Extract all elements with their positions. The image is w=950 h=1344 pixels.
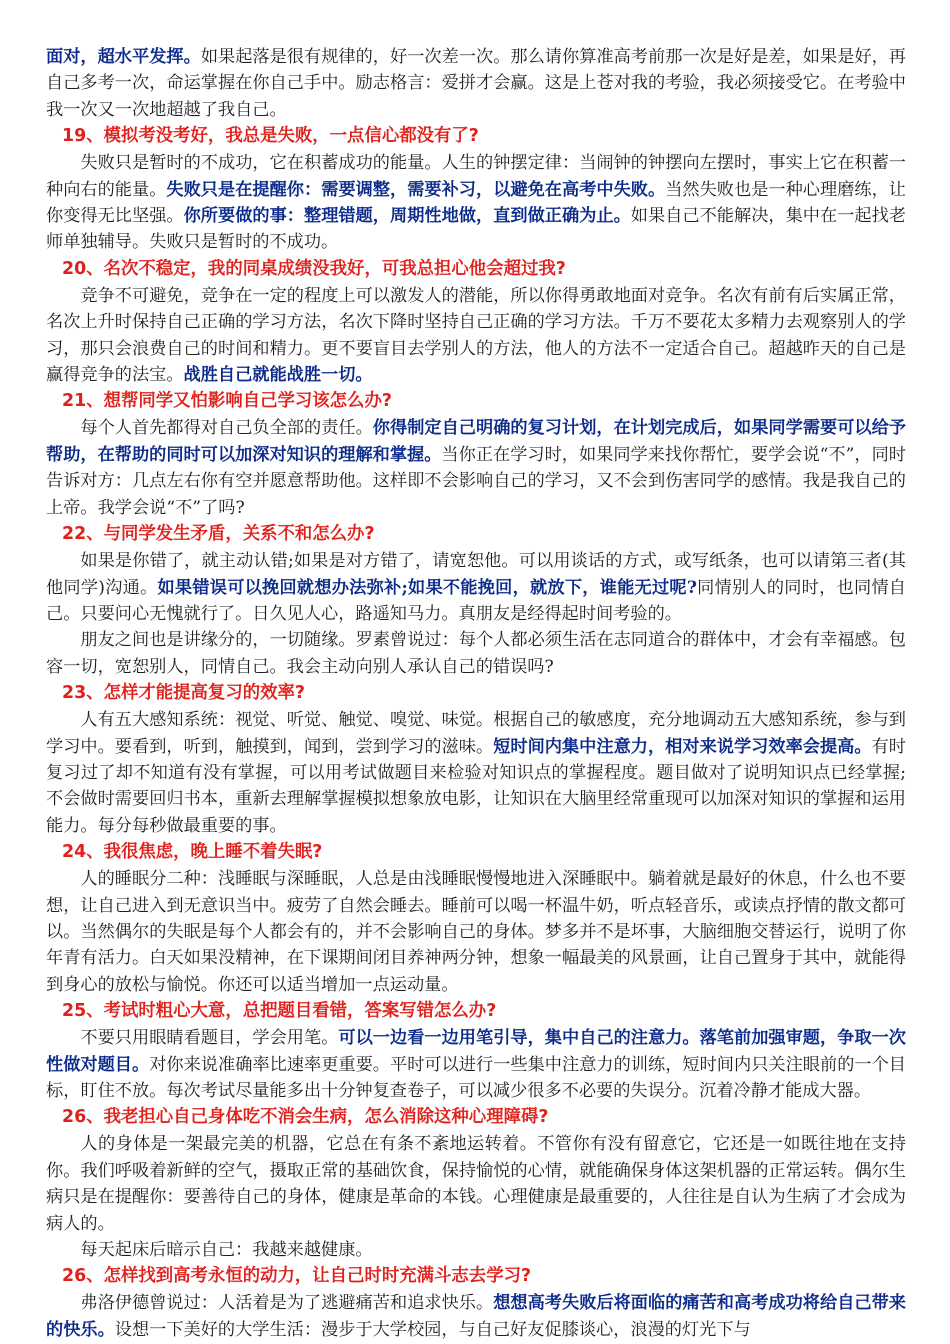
body-text: 竞争不可避免，竞争在一定的程度上可以激发人的潜能，所以你得勇敢地面对竞争。名次有前有后实属正常，名次上升时保持自己正确的学习方法，名次下降时坚持自己正确的学习方法。千万不要花太多精力去观察别人的学习，那只会浪费自己的时间和精力。更不要盲目去学别人的方法，他人的方法不一定适合自己。超越昨天的自己是赢得竞争的法宝。 (46, 285, 906, 386)
emphasis-text: 可以一边看一边用笔引导，集中自己的注意力。落笔前加强审题，争取一次性做对题目。 (46, 1028, 906, 1075)
question-heading: 21、想帮同学又怕影响自己学习该怎么办? (62, 391, 392, 412)
body-text: 当然失败也是一种心理磨练，让你变得无比坚强。 (46, 179, 906, 227)
question-heading: 26、我老担心自己身体吃不消会生病，怎么消除这种心理障碍? (62, 1107, 549, 1128)
emphasis-text: 你所要做的事：整理错题，周期性地做，直到做正确为止。 (183, 206, 631, 227)
answer-paragraph (46, 1237, 906, 1263)
emphasis-text: 想想高考失败后将面临的痛苦和高考成功将给自己带来的快乐。 (46, 1293, 906, 1340)
question-heading: 19、模拟考没考好，我总是失败，一点信心都没有了? (62, 126, 479, 147)
emphasis-text: 短时间内集中注意力，相对来说学习效率会提高。 (493, 736, 872, 757)
question-heading: 20、名次不稳定，我的同桌成绩没我好，可我总担心他会超过我? (62, 258, 566, 279)
emphasis-text: 失败只是在提醒你：需要调整，需要补习，以避免在高考中失败。 (166, 179, 666, 200)
answer-paragraph (46, 283, 906, 389)
body-text: 有时复习过了却不知道有没有掌握，可以用考试做题目来检验对知识点的掌握程度。题目做对了说明知识点已经掌握;不会做时需要回归书本，重新去理解掌握模拟想象放电影，让知识在大脑里经常重现可以加深对知识的掌握和运用能力。每分每秒做最重要的事。 (46, 736, 906, 836)
question-heading: 25、考试时粗心大意，总把题目看错，答案写错怎么办? (62, 1001, 497, 1022)
body-text: 人的睡眠分二种：浅睡眠与深睡眠，人总是由浅睡眠慢慢地进入深睡眠中。躺着就是最好的休息，什么也不要想，让自己进入到无意识当中。疲劳了自然会睡去。睡前可以喝一杯温牛奶，听点轻音乐，或读点抒情的散文都可以。当然偶尔的失眠是每个人都会有的，并不会影响自己的身体。梦多并不是坏事，大脑细胞交替运行，说明了你年青有活力。白天如果没精神，在下课期间闭目养神两分钟，想象一幅最美的风景画，让自己置身于其中，就能得到身心的放松与愉悦。你还可以适当增加一点运动量。 (46, 869, 906, 995)
body-text: 如果是你错了，就主动认错;如果是对方错了，请宽恕他。可以用谈话的方式，或写纸条，也可以请第三者(其他同学)沟通。 (46, 551, 906, 598)
body-text: 如果自己不能解决，集中在一起找老师单独辅导。失败只是暂时的不成功。 (46, 206, 906, 253)
answer-paragraph (46, 1025, 906, 1104)
question-heading: 22、与同学发生矛盾，关系不和怎么办? (62, 524, 375, 545)
emphasis-text: 战胜自己就能战胜一切。 (183, 365, 373, 386)
body-text: 弗洛伊德曾说过：人活着是为了逃避痛苦和追求快乐。 (80, 1293, 494, 1314)
body-text: 朋友之间也是讲缘分的，一切随缘。罗素曾说过：每个人都必须生活在志同道合的群体中，才会有幸福感。包容一切，宽恕别人，同情自己。我会主动向别人承认自己的错误吗? (46, 630, 906, 677)
body-text: 失败只是暂时的不成功，它在积蓄成功的能量。人生的钟摆定律：当闹钟的钟摆向左摆时，事实上它在积蓄一种向右的能量。 (46, 153, 906, 200)
emphasis-text: 你得制定自己明确的复习计划，在计划完成后，如果同学需要可以给予帮助，在帮助的同时可以加深对知识的理解和掌握。 (46, 418, 906, 465)
answer-paragraph (46, 707, 906, 839)
answer-paragraph (46, 866, 906, 998)
body-text: 当你正在学习时，如果同学来找你帮忙，要学会说“不”，同时告诉对方：几点左右你有空并愿意帮助他。这样即不会影响自己的学习，又不会到伤害同学的感情。我是我自己的上帝。我学会说“不”了吗? (46, 444, 906, 518)
answer-paragraph (46, 548, 906, 627)
body-text: 人有五大感知系统：视觉、听觉、触觉、嗅觉、味觉。根据自己的敏感度，充分地调动五大感知系统，参与到学习中。要看到，听到，触摸到，闻到，尝到学习的滋味。 (46, 710, 906, 757)
body-text: 每个人首先都得对自己负全部的责任。 (80, 418, 373, 439)
body-text: 同情别人的同时，也同情自己。只要问心无愧就行了。日久见人心，路遥知马力。真朋友是经得起时间考验的。 (46, 577, 906, 624)
body-text: 如果起落是很有规律的，好一次差一次。那么请你算准高考前那一次是好是差，如果是好，再自己多考一次，命运掌握在你自己手中。励志格言：爱拼才会赢。这是上苍对我的考验，我必须接受它。在考验中我一次又一次地超越了我自己。 (46, 47, 906, 120)
body-text: 对你来说准确率比速率更重要。平时可以进行一些集中注意力的训练，短时间内只关注眼前的一个目标，盯住不放。每次考试尽量能多出十分钟复查卷子，可以减少很多不必要的失误分。沉着冷静才能成大器。 (46, 1054, 906, 1101)
body-text: 不要只用眼睛看题目，学会用笔。 (80, 1028, 339, 1049)
body-text: 设想一下美好的大学生活：漫步于大学校园，与自己好友促膝谈心，浪漫的灯光下与 (114, 1319, 751, 1340)
emphasis-text: 如果错误可以挽回就想办法弥补;如果不能挽回，就放下，谁能无过呢? (157, 577, 697, 598)
answer-paragraph (46, 627, 906, 680)
answer-paragraph (46, 150, 906, 256)
question-heading: 26、怎样找到高考永恒的动力，让自己时时充满斗志去学习? (62, 1266, 532, 1287)
answer-paragraph (46, 1290, 906, 1343)
question-heading: 24、我很焦虑，晚上睡不着失眠? (62, 842, 323, 863)
body-text: 每天起床后暗示自己：我越来越健康。 (80, 1240, 373, 1261)
question-heading: 23、怎样才能提高复习的效率? (62, 683, 305, 704)
answer-paragraph (46, 415, 906, 521)
answer-paragraph (46, 44, 906, 123)
answer-paragraph (46, 1131, 906, 1237)
body-text: 人的身体是一架最完美的机器，它总在有条不紊地运转着。不管你有没有留意它，它还是一如既往地在支持你。我们呼吸着新鲜的空气，摄取正常的基础饮食，保持愉悦的心情，就能确保身体这架机器的正常运转。偶尔生病只是在提醒你：要善待自己的身体，健康是革命的本钱。心理健康是最重要的，人往往是自认为生病了才会成为病人的。 (46, 1134, 906, 1234)
emphasis-text: 面对，超水平发挥。 (46, 47, 201, 67)
